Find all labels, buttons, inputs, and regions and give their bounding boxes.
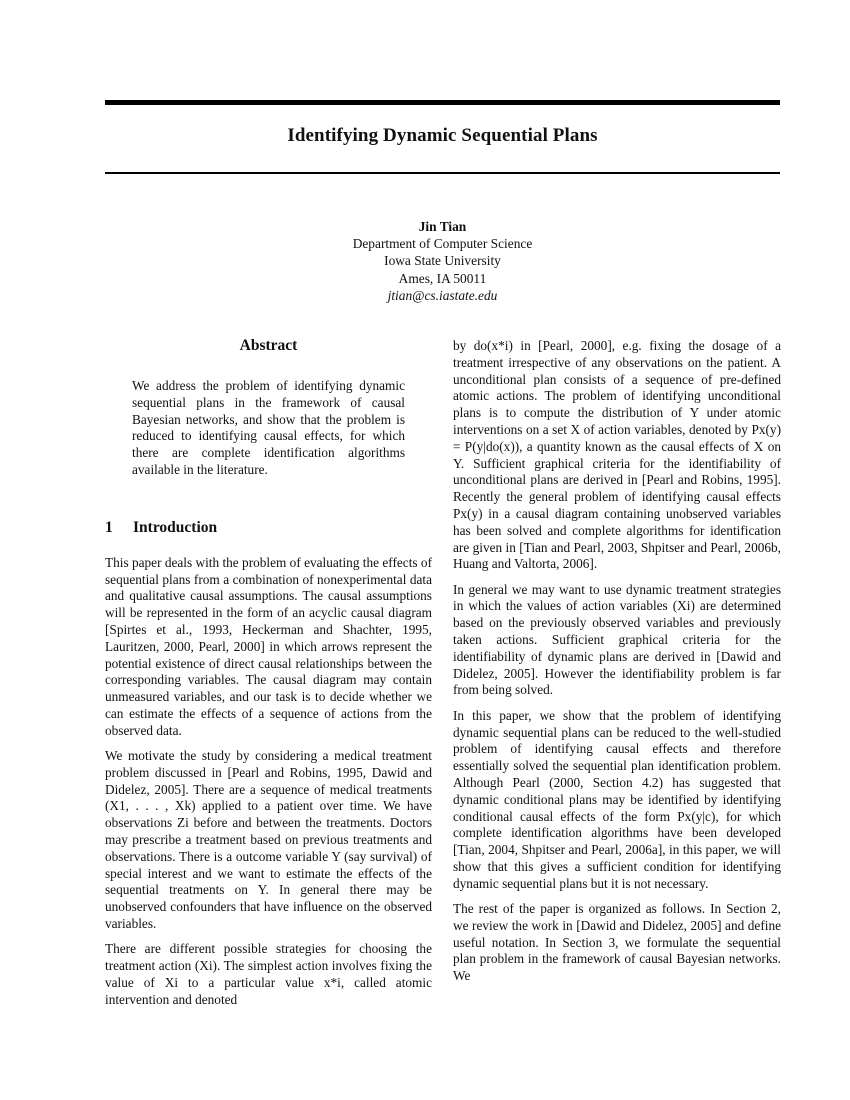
left-column [105, 337, 432, 1017]
paragraph: We motivate the study by considering a medical treatment problem discussed in [Pearl and Robins, 1995, Dawid and Didelez, 2005]. There are a sequence of medical treatments (X1, . . . , Xk) applied to a patient over time. We have observations Zi before and between the treatments. Doctors may prescribe a treatment based on previous treatments and observations. There is a outcome variable Y (say survival) of special interest and we want to estimate the effects of the sequential treatments on Y. In general there may be unobserved confounders that have influence on the observed variables. [105, 748, 432, 932]
section-heading [105, 519, 432, 537]
paragraph: In this paper, we show that the problem of identifying dynamic sequential plans can be reduced to the well-studied problem of identifying causal effects and therefore essentially solved the sequential plan identification problem. Although Pearl (2000, Section 4.2) has suggested that dynamic conditional plans may be identified by identifying conditional causal effects of the form Px(y|c), for which complete identification algorithms have been developed [Tian, 2004, Shpitser and Pearl, 2006a], in this paper, we will show that this gives a sufficient condition for identifying dynamic sequential plans but it is not necessary. [453, 707, 781, 891]
paragraph: In general we may want to use dynamic treatment strategies in which the values of action variables (Xi) are determined based on the previously observed variables and previously taken actions. Sufficient graphical criteria for the identifiability of dynamic plans are derived in [Dawid and Didelez, 2005]. However the identifiability problem is far from being solved. [453, 581, 781, 698]
section-number: 1 [105, 518, 113, 536]
author-name: Jin Tian [418, 219, 467, 234]
abstract-text: We address the problem of identifying dynamic sequential plans in the framework of causal Bayesian networks, and show that the problem is reduced to identifying causal effects, for which there are complete identification algorithms available in the literature. [132, 378, 405, 477]
author-department: Department of Computer Science [352, 236, 533, 252]
paragraph: This paper deals with the problem of evaluating the effects of sequential plans from a combination of nonexperimental data and qualitative causal assumptions. The causal assumptions will be represented in the form of an acyclic causal diagram [Spirtes et al., 1993, Heckerman and Shachter, 1995, Lauritzen, 2000, Pearl, 2000] in which arrows represent the potential existence of direct causal relationships between the corresponding variables. The causal diagram may contain unmeasured variables, and our task is to decide whether we can estimate the effects of a sequence of actions from the observed data. [105, 554, 432, 738]
paragraph: The rest of the paper is organized as follows. In Section 2, we review the work in [Dawid and Didelez, 2005] and define useful notation. In Section 3, we formulate the sequential plan problem in the framework of causal Bayesian networks. We [453, 901, 781, 984]
author-email[interactable]: jtian@cs.iastate.edu [387, 287, 498, 303]
right-column [453, 338, 781, 993]
paragraph: There are different possible strategies for choosing the treatment action (Xi). The simplest action involves fixing the value of Xi to a particular value x*i, called atomic intervention and denoted [105, 941, 432, 1007]
section-title: Introduction [133, 518, 218, 536]
title-bottom-rule [105, 172, 780, 174]
title-top-rule [105, 100, 780, 105]
author-university: Iowa State University [384, 253, 501, 269]
paragraph: by do(x*i) in [Pearl, 2000], e.g. fixing the dosage of a treatment irrespective of any observations on the patient. A unconditional plan consists of a sequence of pre-defined atomic actions. The problem of identifying unconditional plans is to compute the distribution of Y under atomic interventions on a set X of action variables, denoted by Px(y) = P(y|do(x)), a quantity known as the causal effects of X on Y. Sufficient graphical criteria for the identifiability of unconditional plans are derived in [Pearl and Robins, 1995]. Recently the general problem of identifying causal effects Px(y) in a causal diagram containing unobserved variables has been solved and complete algorithms for identification are given in [Tian and Pearl, 2003, Shpitser and Pearl, 2006b, Huang and Valtorta, 2006]. [453, 338, 781, 572]
paper-title: Identifying Dynamic Sequential Plans [287, 125, 598, 146]
abstract-heading: Abstract [239, 337, 298, 354]
author-address: Ames, IA 50011 [398, 270, 487, 286]
author-block [105, 218, 780, 304]
